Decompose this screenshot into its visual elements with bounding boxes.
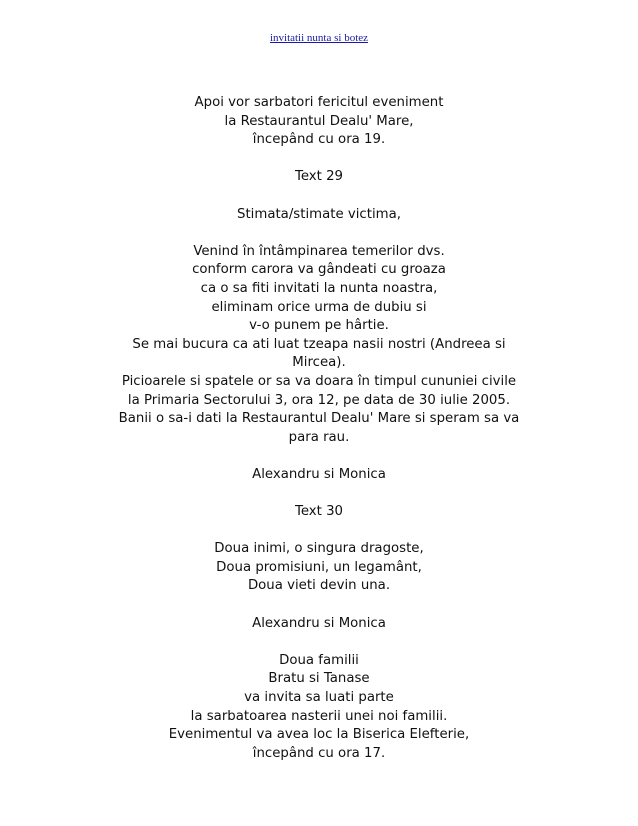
text-line: Se mai bucura ca ati luat tzeapa nasii nostri (Andreea si [132, 336, 506, 352]
text-line: Doua promisiuni, un legamânt, [216, 559, 422, 575]
spacer [80, 633, 558, 652]
text-line: începând cu ora 17. [252, 745, 386, 761]
spacer [80, 522, 558, 541]
text-line: Venind în întâmpinarea temerilor dvs. [193, 243, 445, 259]
text-line: Mircea). [292, 355, 346, 371]
text-line: la Restaurantul Dealu' Mare, [224, 113, 414, 129]
spacer [80, 447, 558, 466]
text30-title: Text 30 [294, 504, 344, 520]
text-line: Doua vieti devin una. [247, 578, 391, 594]
text-line: Apoi vor sarbatori fericitul eveniment [194, 95, 444, 110]
text-line: conform carora va gândeati cu groaza [192, 262, 446, 278]
spacer [80, 150, 558, 169]
spacer [80, 484, 558, 503]
text-line: Picioarele si spatele or sa va doara în timpul cununiei civile [121, 373, 517, 389]
text-line: v-o punem pe hârtie. [249, 318, 389, 334]
text-line: Doua inimi, o singura dragoste, [214, 541, 424, 557]
text-line: începând cu ora 19. [252, 132, 386, 148]
text-line: la Primaria Sectorului 3, ora 12, pe data de 30 iulie 2005. [127, 392, 511, 408]
text-line: la sarbatoarea nasterii unei noi familii. [190, 708, 448, 724]
text-line: va invita sa luati parte [244, 690, 394, 705]
header-link[interactable]: invitatii nunta si botez [269, 32, 369, 44]
text-line: Banii o sa-i dati la Restaurantul Dealu' Mare si speram sa va [118, 411, 520, 427]
text-line: eliminam orice urma de dubiu si [211, 299, 427, 315]
spacer [80, 187, 558, 206]
spacer [80, 596, 558, 615]
text29-title: Text 29 [294, 169, 344, 185]
text-line: Evenimentul va avea loc la Biserica Elefterie, [168, 727, 470, 743]
text29-signature: Alexandru si Monica [252, 466, 386, 482]
text30-signature: Alexandru si Monica [252, 615, 386, 631]
spacer [80, 224, 558, 243]
text-line: Bratu si Tanase [268, 671, 370, 687]
document-body [80, 94, 558, 763]
text-line: Doua familii [279, 652, 359, 668]
text29-greeting: Stimata/stimate victima, [237, 206, 401, 222]
text-line: ca o sa fiti invitati la nunta noastra, [200, 280, 438, 296]
text-line: para rau. [288, 429, 350, 445]
